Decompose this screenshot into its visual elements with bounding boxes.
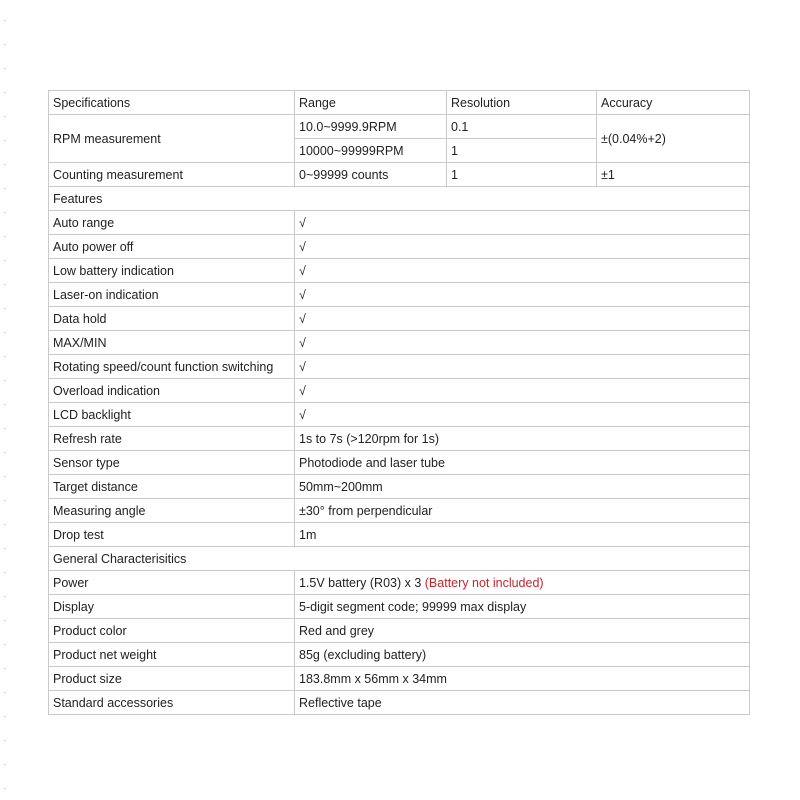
specifications-table bbox=[48, 90, 750, 715]
speck bbox=[4, 692, 6, 693]
table-row bbox=[49, 211, 750, 235]
speck bbox=[4, 644, 6, 645]
row-value: 183.8mm x 56mm x 34mm bbox=[295, 667, 750, 691]
speck bbox=[4, 164, 6, 165]
speck bbox=[4, 308, 6, 309]
speck bbox=[4, 404, 6, 405]
row-label: LCD backlight bbox=[49, 403, 295, 427]
row-label: MAX/MIN bbox=[49, 331, 295, 355]
row-label: Refresh rate bbox=[49, 427, 295, 451]
row-value: √ bbox=[295, 331, 750, 355]
header-resolution: Resolution bbox=[447, 91, 597, 115]
table-row bbox=[49, 643, 750, 667]
counting-accuracy: ±1 bbox=[597, 163, 750, 187]
table-row bbox=[49, 571, 750, 595]
row-value: 1m bbox=[295, 523, 750, 547]
row-label: Product size bbox=[49, 667, 295, 691]
header-specifications: Specifications bbox=[49, 91, 295, 115]
table-row bbox=[49, 595, 750, 619]
row-label: Low battery indication bbox=[49, 259, 295, 283]
row-value: Reflective tape bbox=[295, 691, 750, 715]
battery-not-included-note: (Battery not included) bbox=[424, 575, 544, 590]
row-value: √ bbox=[295, 307, 750, 331]
row-label: Target distance bbox=[49, 475, 295, 499]
header-range: Range bbox=[295, 91, 447, 115]
speck bbox=[4, 260, 6, 261]
table-row bbox=[49, 307, 750, 331]
speck bbox=[4, 20, 6, 21]
row-label: Auto range bbox=[49, 211, 295, 235]
table-row bbox=[49, 355, 750, 379]
row-label: Rotating speed/count function switching bbox=[49, 355, 295, 379]
speck bbox=[4, 548, 6, 549]
speck bbox=[4, 284, 6, 285]
speck bbox=[4, 764, 6, 765]
speck bbox=[4, 524, 6, 525]
table-header-row bbox=[49, 91, 750, 115]
rpm-range-1: 10.0~9999.9RPM bbox=[295, 115, 447, 139]
speck bbox=[4, 596, 6, 597]
counting-resolution: 1 bbox=[447, 163, 597, 187]
speck bbox=[4, 476, 6, 477]
row-value: √ bbox=[295, 355, 750, 379]
row-value: 50mm~200mm bbox=[295, 475, 750, 499]
counting-range: 0~99999 counts bbox=[295, 163, 447, 187]
row-label: Laser-on indication bbox=[49, 283, 295, 307]
speck bbox=[4, 212, 6, 213]
general-rows bbox=[49, 595, 750, 715]
speck bbox=[4, 188, 6, 189]
row-label: Display bbox=[49, 595, 295, 619]
speck bbox=[4, 236, 6, 237]
row-value: ±30° from perpendicular bbox=[295, 499, 750, 523]
table-row bbox=[49, 667, 750, 691]
table-row bbox=[49, 259, 750, 283]
table-row bbox=[49, 619, 750, 643]
speck bbox=[4, 788, 6, 789]
table-row bbox=[49, 403, 750, 427]
speck bbox=[4, 572, 6, 573]
row-value: Red and grey bbox=[295, 619, 750, 643]
table-row bbox=[49, 379, 750, 403]
features-rows bbox=[49, 211, 750, 547]
table-row bbox=[49, 523, 750, 547]
row-label: Auto power off bbox=[49, 235, 295, 259]
row-value: √ bbox=[295, 259, 750, 283]
row-value: Photodiode and laser tube bbox=[295, 451, 750, 475]
speck bbox=[4, 500, 6, 501]
speck bbox=[4, 452, 6, 453]
row-value: 1s to 7s (>120rpm for 1s) bbox=[295, 427, 750, 451]
row-label: Overload indication bbox=[49, 379, 295, 403]
speck bbox=[4, 668, 6, 669]
speck bbox=[4, 116, 6, 117]
rpm-accuracy: ±(0.04%+2) bbox=[597, 115, 750, 163]
rpm-resolution-2: 1 bbox=[447, 139, 597, 163]
row-label: Product color bbox=[49, 619, 295, 643]
rpm-range-2: 10000~99999RPM bbox=[295, 139, 447, 163]
rpm-resolution-1: 0.1 bbox=[447, 115, 597, 139]
row-value: 5-digit segment code; 99999 max display bbox=[295, 595, 750, 619]
row-label: Drop test bbox=[49, 523, 295, 547]
power-value-cell bbox=[295, 571, 750, 595]
row-value: √ bbox=[295, 403, 750, 427]
row-label: Product net weight bbox=[49, 643, 295, 667]
speck bbox=[4, 356, 6, 357]
row-label: Data hold bbox=[49, 307, 295, 331]
row-label: Measuring angle bbox=[49, 499, 295, 523]
speck bbox=[4, 428, 6, 429]
table-row bbox=[49, 499, 750, 523]
row-value: 85g (excluding battery) bbox=[295, 643, 750, 667]
rpm-measurement-label: RPM measurement bbox=[49, 115, 295, 163]
header-accuracy: Accuracy bbox=[597, 91, 750, 115]
table-row bbox=[49, 331, 750, 355]
speck bbox=[4, 740, 6, 741]
row-label: Sensor type bbox=[49, 451, 295, 475]
power-value: 1.5V battery (R03) x 3 bbox=[299, 575, 422, 590]
speck bbox=[4, 68, 6, 69]
speck bbox=[4, 716, 6, 717]
counting-measurement-label: Counting measurement bbox=[49, 163, 295, 187]
section-heading-row bbox=[49, 187, 750, 211]
general-characteristics-heading: General Characterisitics bbox=[49, 547, 750, 571]
row-value: √ bbox=[295, 379, 750, 403]
power-label: Power bbox=[49, 571, 295, 595]
speck bbox=[4, 140, 6, 141]
table-row bbox=[49, 283, 750, 307]
speck bbox=[4, 380, 6, 381]
speck bbox=[4, 332, 6, 333]
table-row bbox=[49, 475, 750, 499]
table-row bbox=[49, 451, 750, 475]
features-heading: Features bbox=[49, 187, 750, 211]
row-value: √ bbox=[295, 283, 750, 307]
row-value: √ bbox=[295, 211, 750, 235]
table-row bbox=[49, 235, 750, 259]
speck bbox=[4, 44, 6, 45]
table-row bbox=[49, 163, 750, 187]
table-row bbox=[49, 691, 750, 715]
speck bbox=[4, 92, 6, 93]
row-label: Standard accessories bbox=[49, 691, 295, 715]
speck bbox=[4, 620, 6, 621]
section-heading-row bbox=[49, 547, 750, 571]
table-row bbox=[49, 427, 750, 451]
table-row bbox=[49, 115, 750, 139]
row-value: √ bbox=[295, 235, 750, 259]
